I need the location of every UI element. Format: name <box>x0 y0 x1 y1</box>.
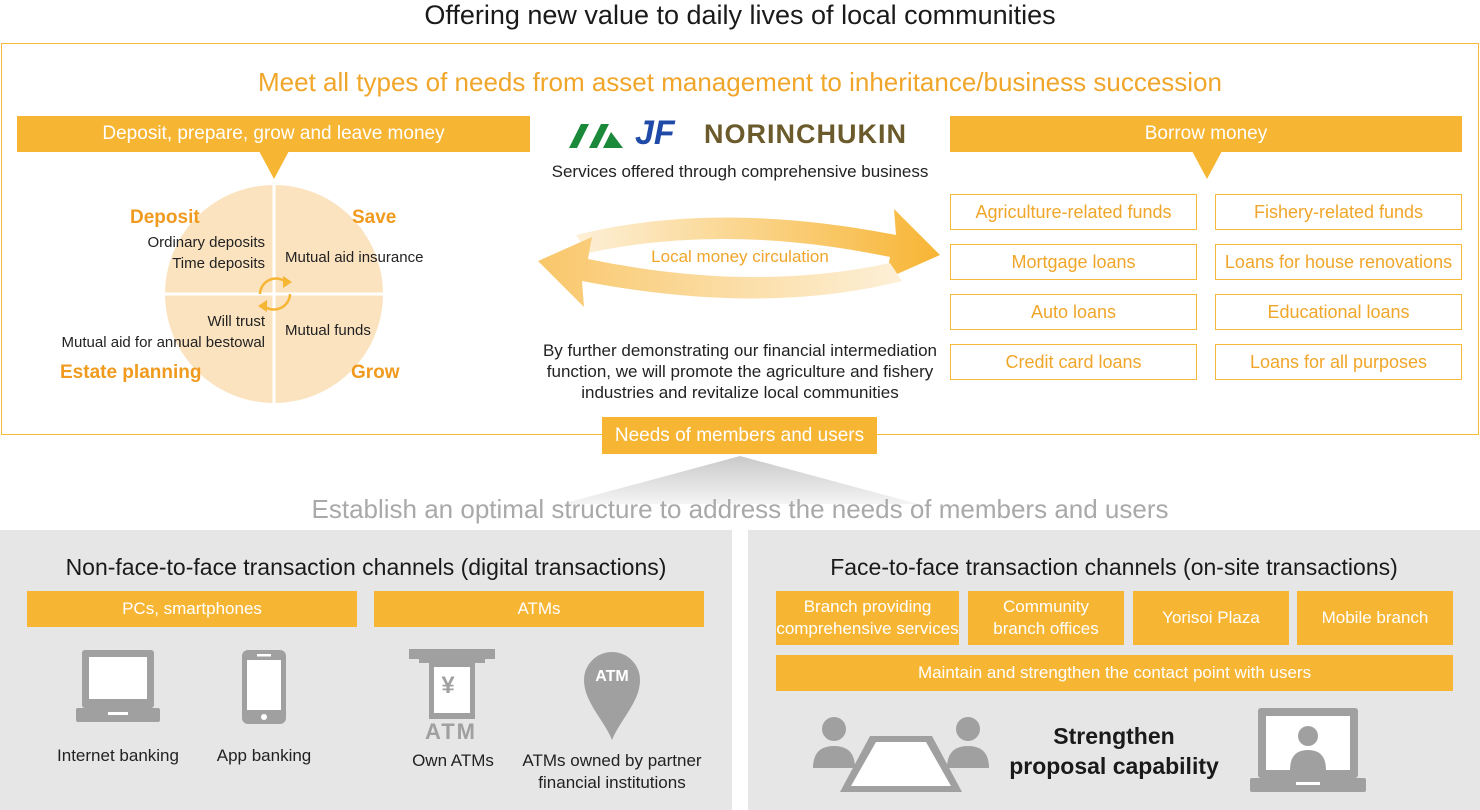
yorisoi-plaza-box: Yorisoi Plaza <box>1133 591 1289 645</box>
loan-agriculture: Agriculture-related funds <box>950 194 1197 230</box>
loan-auto: Auto loans <box>950 294 1197 330</box>
meeting-table-icon <box>810 716 992 794</box>
partner-atms-line-1: ATMs owned by partner <box>522 751 702 770</box>
estate-items <box>40 311 265 353</box>
save-title: Save <box>352 207 397 228</box>
jf-logo: JF <box>635 114 675 152</box>
loan-fishery: Fishery-related funds <box>1215 194 1462 230</box>
pin-atm-text: ATM <box>595 668 629 685</box>
loan-all-purposes: Loans for all purposes <box>1215 344 1462 380</box>
will-trust-label: Will trust <box>207 313 265 330</box>
mutual-aid-insurance-label: Mutual aid insurance <box>285 249 424 266</box>
laptop-icon <box>76 650 160 724</box>
page-title: Offering new value to daily lives of local communities <box>424 0 1056 30</box>
services-text: Services offered through comprehensive business <box>551 162 929 181</box>
subtitle: Meet all types of needs from asset management to inheritance/business succession <box>258 66 1222 97</box>
strengthen-line-2: proposal capability <box>1009 753 1219 779</box>
face-title: Face-to-face transaction channels (on-site transactions) <box>830 553 1398 580</box>
community-branch-box <box>968 591 1124 645</box>
deposit-header-bar: Deposit, prepare, grow and leave money <box>17 116 530 152</box>
strengthen-line-1: Strengthen <box>1053 723 1175 749</box>
mobile-branch-box: Mobile branch <box>1297 591 1453 645</box>
borrow-header-arrow <box>1192 151 1222 181</box>
video-consultation-icon <box>1250 708 1366 794</box>
loan-house-renovations: Loans for house renovations <box>1215 244 1462 280</box>
yen-glyph: ¥ <box>441 672 455 699</box>
app-banking-label: App banking <box>216 746 312 765</box>
loan-educational: Educational loans <box>1215 294 1462 330</box>
loan-credit-card: Credit card loans <box>950 344 1197 380</box>
smartphone-icon <box>242 650 286 724</box>
estate-planning-title: Estate planning <box>60 362 202 383</box>
promote-line-3: industries and revitalize local communities <box>581 383 899 402</box>
brand-name: NORINCHUKIN <box>704 119 907 149</box>
branch-line-2: comprehensive services <box>776 619 959 638</box>
time-deposits-label: Time deposits <box>172 255 265 272</box>
strengthen-text <box>1004 721 1224 781</box>
promote-line-2: function, we will promote the agriculture and fishery <box>546 362 934 381</box>
ja-logo-icon <box>567 118 625 150</box>
branch-comprehensive-box <box>776 591 959 645</box>
promote-text <box>530 340 950 403</box>
partner-atms-label <box>512 750 712 794</box>
atms-bar: ATMs <box>374 591 704 627</box>
community-line-1: Community <box>1003 597 1089 616</box>
loan-mortgage: Mortgage loans <box>950 244 1197 280</box>
maintain-bar: Maintain and strengthen the contact point with users <box>776 655 1453 691</box>
promote-line-1: By further demonstrating our financial intermediation <box>542 341 938 360</box>
borrow-header-bar: Borrow money <box>950 116 1462 152</box>
internet-banking-label: Internet banking <box>57 746 179 765</box>
deposit-items <box>100 232 265 274</box>
partner-atms-line-2: financial institutions <box>538 773 686 792</box>
mutual-funds-label: Mutual funds <box>285 322 371 339</box>
non-face-title: Non-face-to-face transaction channels (digital transactions) <box>65 553 667 580</box>
structure-text: Establish an optimal structure to address the needs of members and users <box>311 493 1169 524</box>
grow-title: Grow <box>351 362 400 383</box>
own-atms-label: Own ATMs <box>412 751 494 770</box>
ordinary-deposits-label: Ordinary deposits <box>147 234 265 251</box>
branch-line-1: Branch providing <box>803 597 932 616</box>
circulation-label: Local money circulation <box>651 247 829 266</box>
deposit-header-arrow <box>259 151 289 181</box>
deposit-title: Deposit <box>130 207 200 228</box>
pcs-smartphones-bar: PCs, smartphones <box>27 591 357 627</box>
community-line-2: branch offices <box>993 619 1099 638</box>
needs-box: Needs of members and users <box>602 417 877 454</box>
own-atm-text: ATM <box>424 719 478 744</box>
mutual-aid-bestowal-label: Mutual aid for annual bestowal <box>61 334 265 351</box>
